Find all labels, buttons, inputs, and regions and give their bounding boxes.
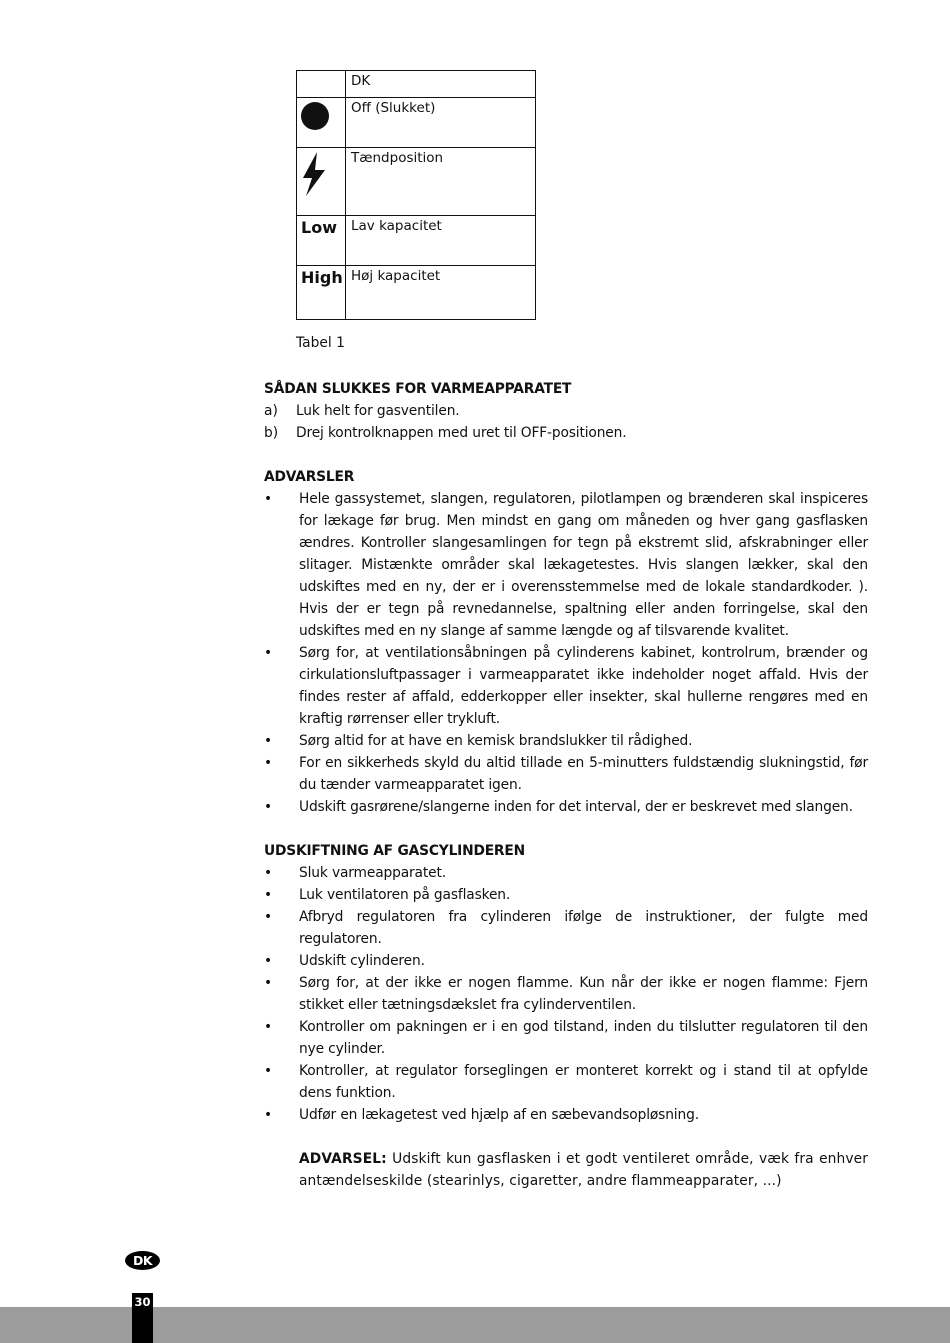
section-warnings (264, 466, 868, 818)
list-item (264, 1104, 868, 1126)
list-item-text: Afbryd regulatoren fra cylinderen ifølge de instruktioner, der fulgte med regulatoren. (299, 909, 868, 947)
table-header-empty-cell (297, 71, 346, 98)
warning-label: ADVARSEL: (299, 1151, 387, 1167)
bullet: • (264, 887, 273, 903)
table-row (297, 216, 536, 266)
list-item-text: Udfør en lækagetest ved hjælp af en sæbevandsopløsning. (299, 1107, 699, 1123)
list-item-text: Luk helt for gasventilen. (296, 403, 460, 419)
list-marker: a) (264, 403, 278, 419)
table-cell-description: Tændposition (346, 148, 536, 216)
table-row (297, 266, 536, 320)
list-item (264, 642, 868, 730)
table-row (297, 148, 536, 216)
list-item-text: Luk ventilatoren på gasflasken. (299, 887, 511, 903)
page-number: 30 (132, 1293, 153, 1343)
bullet: • (264, 491, 273, 507)
list-item (264, 1060, 868, 1104)
list-item (264, 400, 868, 422)
bullet: • (264, 755, 273, 771)
table-caption: Tabel 1 (296, 335, 345, 351)
list-item-text: Sluk varmeapparatet. (299, 865, 446, 881)
language-badge: DK (125, 1251, 160, 1270)
list-item-text: Hele gassystemet, slangen, regulatoren, pilotlampen og brænderen skal inspiceres for lækage før brug. Men mindst en gang om måneden og hver gang gasflasken ændres. Kontroller slangesamlingen for tegn på ekstremt slid, afskrabninger eller slitager. Mistænkte områder skal lækagetestes. Hvis slangen lækker, skal den udskiftes med en ny, der er i overensstemmelse med de lokale standardkoder. ). Hvis der er tegn på revnedannelse, spaltning eller anden forringelse, skal den udskiftes med en ny slange af samme længde og af tilsvarende kvalitet. (299, 491, 868, 639)
control-knob-legend-table (296, 70, 536, 320)
table-cell-description: Høj kapacitet (346, 266, 536, 320)
bullet: • (264, 909, 273, 925)
table-row (297, 98, 536, 148)
bullet: • (264, 645, 273, 661)
cylinder-warning-note (299, 1148, 868, 1192)
list-item (264, 1016, 868, 1060)
list-item-text: Sørg for, at ventilationsåbningen på cylinderens kabinet, kontrolrum, brænder og cirkulationsluftpassager i varmeapparatet ikke indeholder noget affald. Hvis der findes rester af affald, edderkopper eller insekter, skal hullerne rengøres med en kraftig rørrenser eller trykluft. (299, 645, 868, 727)
list-item-text: Sørg altid for at have en kemisk brandslukker til rådighed. (299, 733, 693, 749)
list-item-text: Kontroller, at regulator forseglingen er monteret korrekt og i stand til at opfylde dens funktion. (299, 1063, 868, 1101)
symbol-low-label: Low (301, 218, 337, 237)
filled-circle-icon (301, 102, 329, 130)
bullet: • (264, 865, 273, 881)
bullet: • (264, 953, 273, 969)
list-item-text: Sørg for, at der ikke er nogen flamme. Kun når der ikke er nogen flamme: Fjern stikket eller tætningsdækslet fra cylinderventilen. (299, 975, 868, 1013)
list-item (264, 884, 868, 906)
section-turn-off (264, 378, 868, 444)
bullet: • (264, 1107, 273, 1123)
table-header-row (297, 71, 536, 98)
table-cell-description: Off (Slukket) (346, 98, 536, 148)
table-cell-description: Lav kapacitet (346, 216, 536, 266)
list-item-text: Drej kontrolknappen med uret til OFF-positionen. (296, 425, 627, 441)
list-item (264, 862, 868, 884)
bullet: • (264, 1063, 273, 1079)
warning-text: Udskift kun gasflasken i et godt ventileret område, væk fra enhver antændelseskilde (stearinlys, cigaretter, andre flammeapparater, ...) (299, 1151, 868, 1189)
list-marker: b) (264, 425, 279, 441)
bullet: • (264, 975, 273, 991)
list-item (264, 950, 868, 972)
section-heading: SÅDAN SLUKKES FOR VARMEAPPARATET (264, 381, 572, 397)
list-item (264, 796, 868, 818)
bullet: • (264, 733, 273, 749)
list-item (264, 730, 868, 752)
bullet: • (264, 1019, 273, 1035)
table-header-language: DK (346, 71, 536, 98)
list-item-text: For en sikkerheds skyld du altid tillade en 5-minutters fuldstændig slukningstid, før du tænder varmeapparatet igen. (299, 755, 868, 793)
list-item (264, 422, 868, 444)
section-heading: ADVARSLER (264, 469, 355, 485)
section-cylinder-replacement (264, 840, 868, 1192)
list-item-text: Udskift cylinderen. (299, 953, 425, 969)
symbol-high-label: High (301, 268, 343, 287)
list-item (264, 906, 868, 950)
bullet: • (264, 799, 273, 815)
list-item (264, 972, 868, 1016)
list-item (264, 488, 868, 642)
list-item-text: Udskift gasrørene/slangerne inden for det interval, der er beskrevet med slangen. (299, 799, 853, 815)
section-heading: UDSKIFTNING AF GASCYLINDEREN (264, 843, 525, 859)
list-item (264, 752, 868, 796)
lightning-bolt-icon (301, 152, 327, 196)
list-item-text: Kontroller om pakningen er i en god tilstand, inden du tilslutter regulatoren til den nye cylinder. (299, 1019, 868, 1057)
